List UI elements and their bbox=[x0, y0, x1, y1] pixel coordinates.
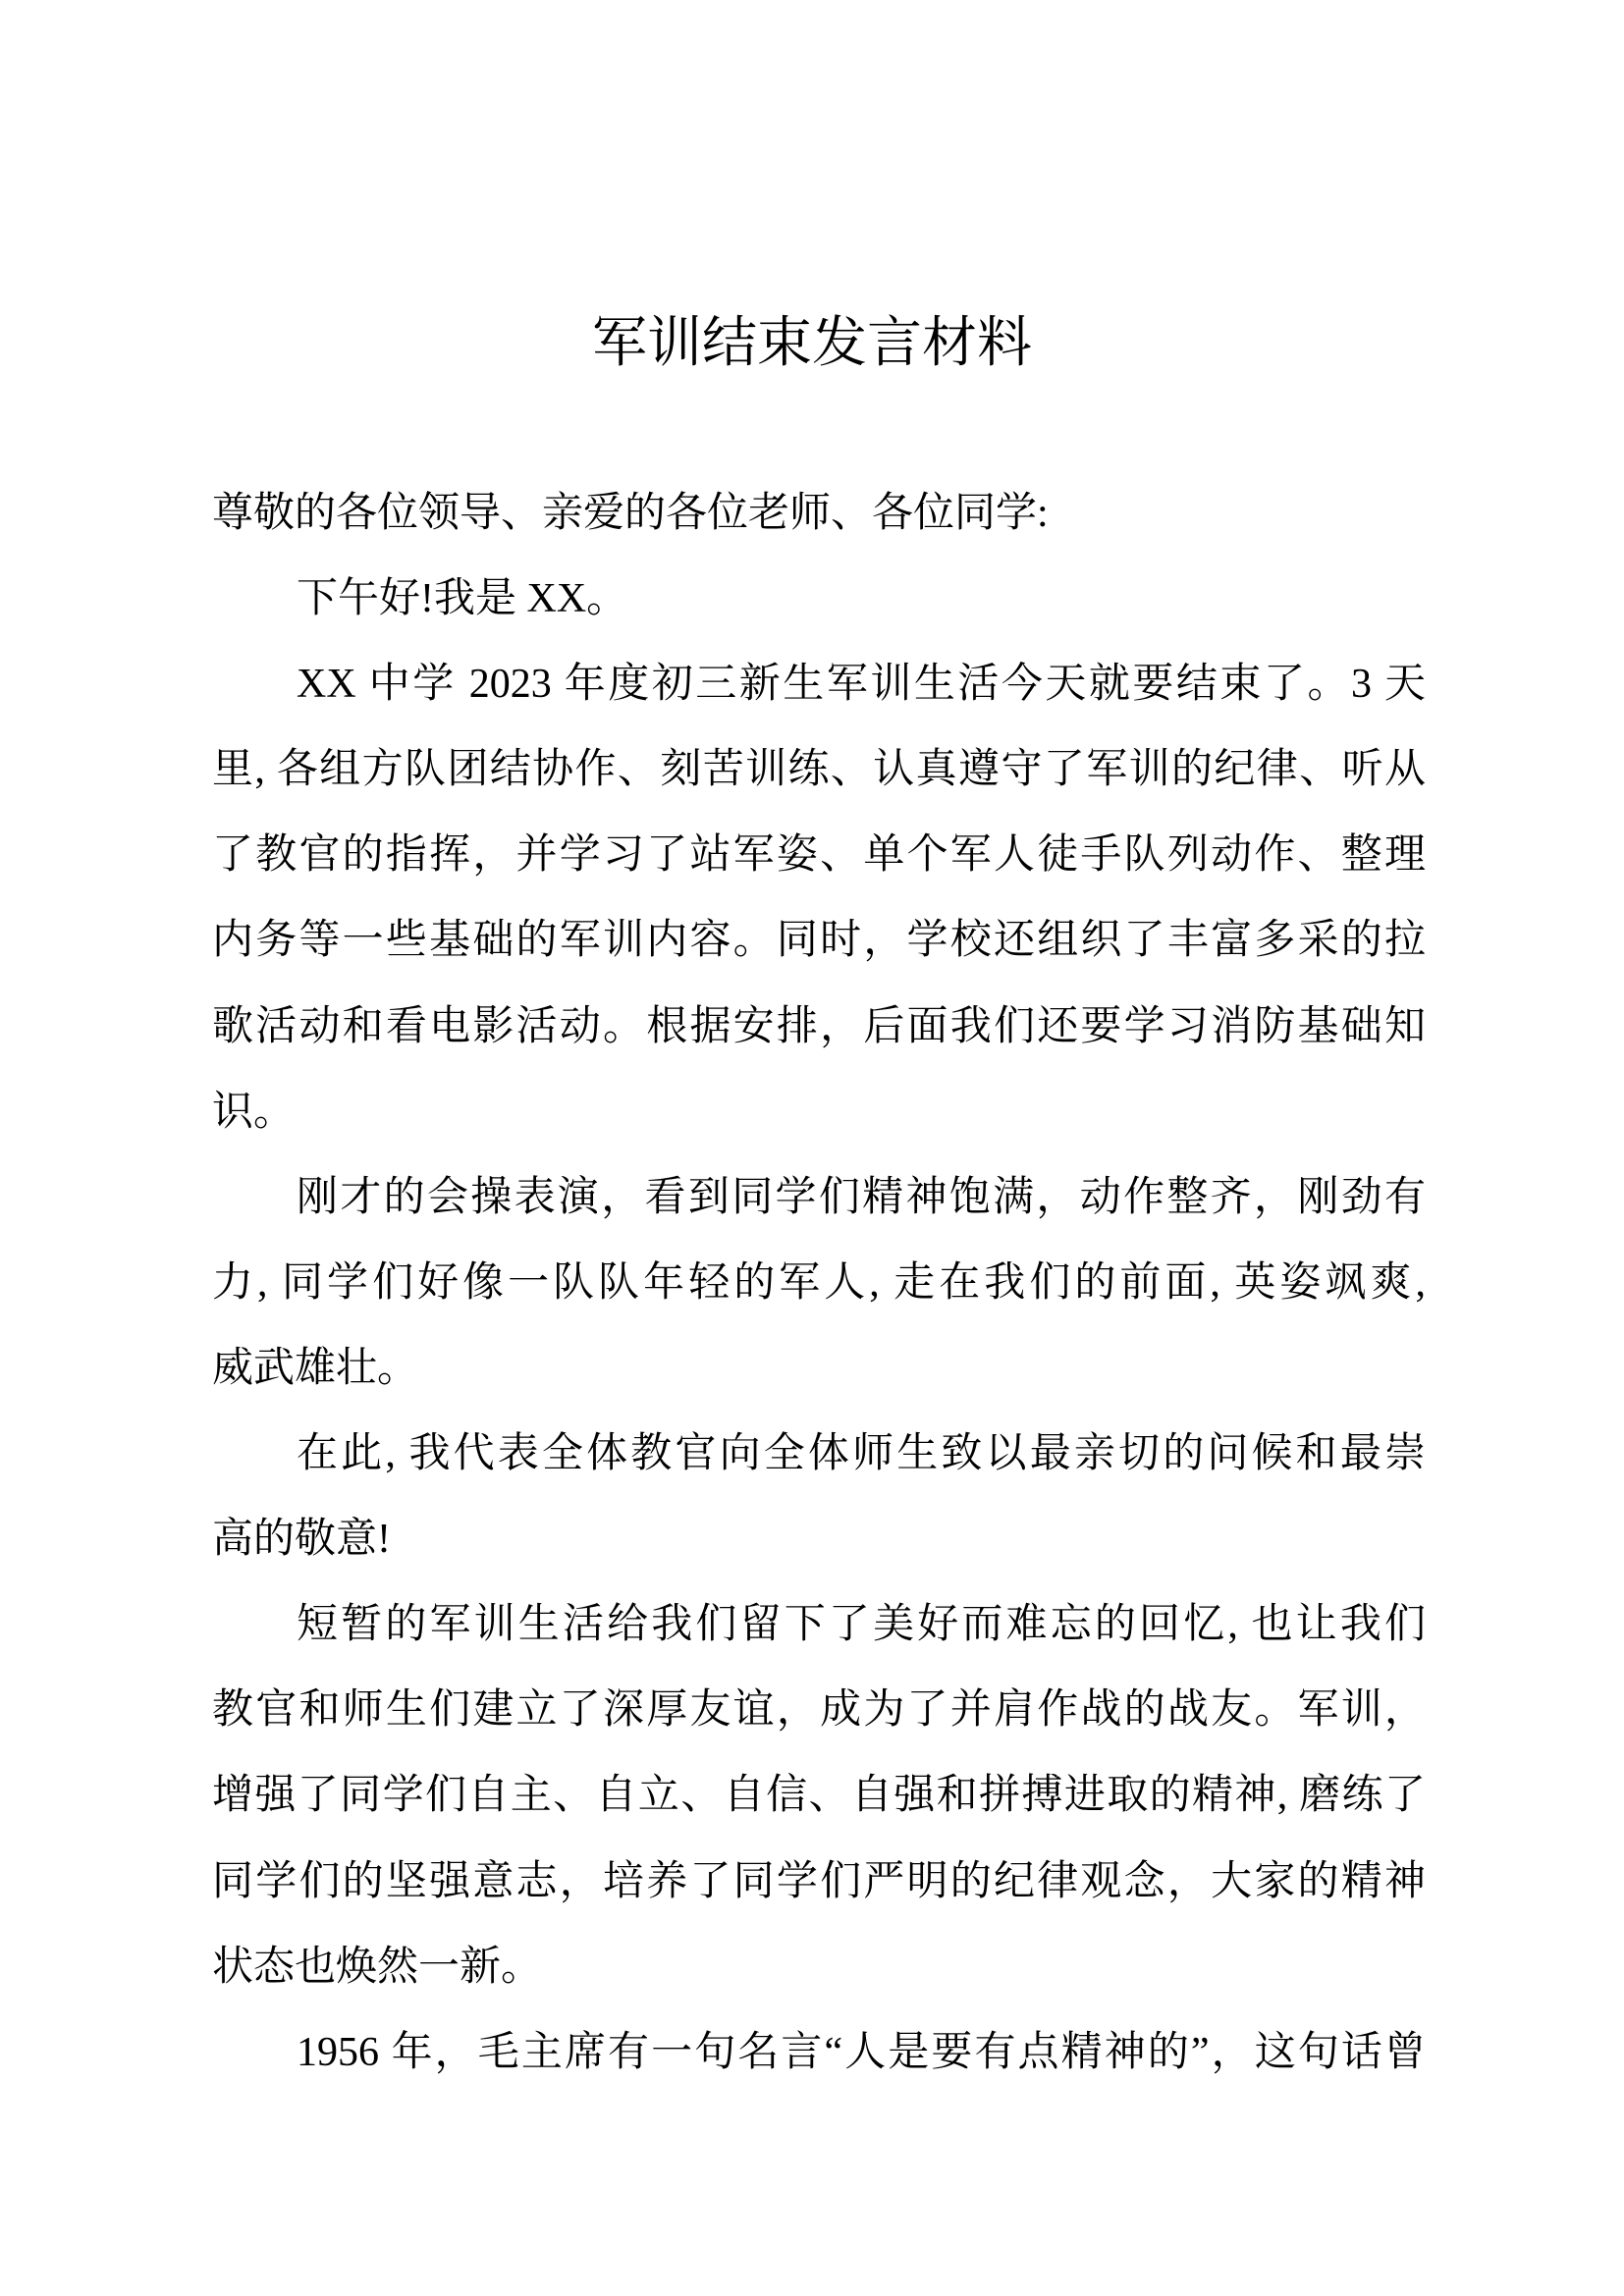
paragraph bbox=[212, 471, 1426, 557]
text-line: 尊敬的各位领导、亲爱的各位老师、各位同学: bbox=[212, 491, 1049, 536]
paragraph bbox=[212, 642, 1426, 1155]
document-body bbox=[212, 471, 1426, 2096]
text-line: 威武雄壮。 bbox=[212, 1345, 419, 1391]
paragraph bbox=[212, 1582, 1426, 2009]
text-line: 教官和师生们建立了深厚友谊，成为了并肩作战的战友。军训， bbox=[212, 1687, 1426, 1734]
text-line: 歌活动和看电影活动。根据安排，后面我们还要学习消防基础知 bbox=[212, 1003, 1426, 1049]
text-line: 1956 年，毛主席有一句名言“人是要有点精神的”，这句话曾 bbox=[297, 2029, 1426, 2075]
text-line: 在此, 我代表全体教官向全体师生致以最亲切的问候和最崇 bbox=[297, 1431, 1426, 1477]
text-line: 力, 同学们好像一队队年轻的军人, 走在我们的前面, 英姿飒爽, bbox=[212, 1259, 1426, 1306]
text-line: 识。 bbox=[212, 1089, 296, 1135]
text-line: 短暂的军训生活给我们留下了美好而难忘的回忆, 也让我们 bbox=[297, 1602, 1426, 1648]
text-line: XX 中学 2023 年度初三新生军训生活今天就要结束了。3 天 bbox=[297, 662, 1426, 708]
paragraph bbox=[212, 1412, 1426, 1582]
text-line: 状态也焕然一新。 bbox=[212, 1944, 543, 1990]
text-line: 增强了同学们自主、自立、自信、自强和拼搏进取的精神, 磨练了 bbox=[212, 1773, 1426, 1819]
paragraph bbox=[212, 557, 1426, 642]
text-line: 同学们的坚强意志，培养了同学们严明的纪律观念，大家的精神 bbox=[212, 1858, 1426, 1904]
text-line: 里, 各组方队团结协作、刻苦训练、认真遵守了军训的纪律、听从 bbox=[212, 747, 1426, 793]
paragraph bbox=[212, 1155, 1426, 1412]
paragraph bbox=[212, 2010, 1426, 2096]
text-line: 刚才的会操表演，看到同学们精神饱满，动作整齐，刚劲有 bbox=[297, 1174, 1426, 1220]
text-line: 高的敬意! bbox=[212, 1517, 391, 1563]
document-title: 军训结束发言材料 bbox=[592, 311, 1032, 375]
text-line: 下午好!我是 XX。 bbox=[297, 576, 628, 622]
text-line: 了教官的指挥，并学习了站军姿、单个军人徒手队列动作、整理 bbox=[212, 832, 1426, 879]
text-line: 内务等一些基础的军训内容。同时，学校还组织了丰富多采的拉 bbox=[212, 918, 1426, 964]
